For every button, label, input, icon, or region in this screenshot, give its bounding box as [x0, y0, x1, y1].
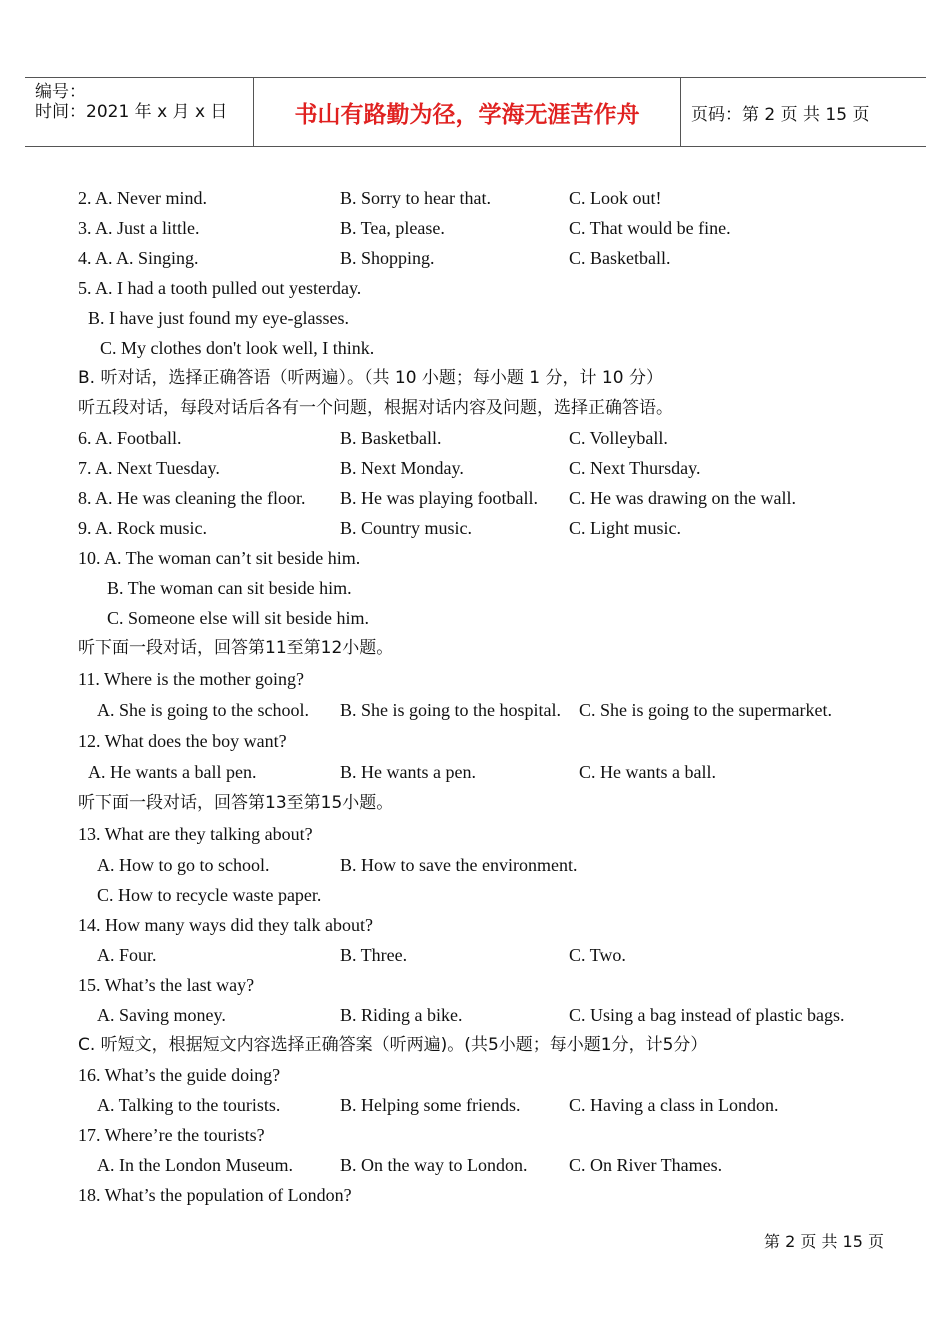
option-c: C. Basketball.: [569, 248, 671, 268]
question-line: [78, 213, 898, 243]
option-c: C. Having a class in London.: [569, 1095, 779, 1115]
question-line: [78, 453, 898, 483]
page-footer: 第 2 页 共 15 页: [764, 1232, 884, 1251]
option-c: C. Two.: [569, 945, 626, 965]
option-a: A. Talking to the tourists.: [97, 1095, 281, 1115]
question-line: [78, 483, 898, 513]
option-c: C. He wants a ball.: [579, 762, 716, 782]
question-line: [78, 850, 898, 880]
option-a: A. In the London Museum.: [97, 1155, 293, 1175]
option-b: B. Riding a bike.: [340, 1005, 463, 1025]
question-text: 13. What are they talking about?: [78, 824, 313, 844]
question-line: [78, 1000, 898, 1030]
option-b: B. Helping some friends.: [340, 1095, 521, 1115]
question-text: 14. How many ways did they talk about?: [78, 915, 373, 935]
option-c: C. Volleyball.: [569, 428, 668, 448]
option-a: 4. A. A. Singing.: [78, 248, 199, 268]
option-a: A. She is going to the school.: [97, 700, 309, 720]
instruction-line: [78, 633, 898, 664]
option-a: A. Saving money.: [97, 1005, 226, 1025]
option-line: [78, 303, 898, 333]
section-heading: [78, 363, 898, 393]
question-line: [78, 183, 898, 213]
question-text: 18. What’s the population of London?: [78, 1185, 352, 1205]
option-b: B. Shopping.: [340, 248, 435, 268]
section-b-title: B. 听对话，选择正确答语（听两遍）。（共 10 小题；每小题 1 分，计 10 分）: [78, 368, 663, 388]
instruction-line: [78, 393, 898, 423]
option-c: C. How to recycle waste paper.: [97, 885, 322, 905]
option-line: [78, 603, 898, 633]
question-line: [78, 757, 898, 788]
instruction-text: 听下面一段对话，回答第11至第12小题。: [78, 638, 394, 658]
option-line: [78, 880, 898, 910]
question-line: [78, 910, 898, 940]
question-text: 11. Where is the mother going?: [78, 669, 304, 689]
question-line: [78, 1150, 898, 1180]
question-line: [78, 664, 898, 695]
option-b: B. I have just found my eye-glasses.: [88, 308, 349, 328]
option-a: A. How to go to school.: [97, 855, 270, 875]
option-a: A. He wants a ball pen.: [88, 762, 257, 782]
option-a: 8. A. He was cleaning the floor.: [78, 488, 306, 508]
option-b: B. He was playing football.: [340, 488, 538, 508]
question-text: 12. What does the boy want?: [78, 731, 287, 751]
option-c: C. Look out!: [569, 188, 662, 208]
time-label: 时间：2021 年 x 月 x 日: [35, 102, 228, 122]
option-c: C. On River Thames.: [569, 1155, 723, 1175]
section-c-title: C. 听短文，根据短文内容选择正确答案（听两遍)。(共5小题；每小题1分，计5分）: [78, 1035, 708, 1055]
question-text: 5. A. I had a tooth pulled out yesterday.: [78, 278, 362, 298]
option-line: [78, 333, 898, 363]
option-b: B. On the way to London.: [340, 1155, 528, 1175]
header-meta: [25, 78, 254, 146]
option-c: C. He was drawing on the wall.: [569, 488, 796, 508]
option-b: B. Country music.: [340, 518, 473, 538]
option-a: 9. A. Rock music.: [78, 518, 207, 538]
question-text: 16. What’s the guide doing?: [78, 1065, 281, 1085]
question-line: [78, 243, 898, 273]
section-heading: [78, 1030, 898, 1060]
question-line: [78, 1060, 898, 1090]
question-line: [78, 819, 898, 850]
option-c: C. Light music.: [569, 518, 681, 538]
question-text: 17. Where’re the tourists?: [78, 1125, 265, 1145]
option-c: C. Someone else will sit beside him.: [107, 608, 369, 628]
option-b: B. The woman can sit beside him.: [107, 578, 352, 598]
instruction-text: 听五段对话，每段对话后各有一个问题，根据对话内容及问题，选择正确答语。: [78, 398, 673, 418]
question-line: [78, 1120, 898, 1150]
option-a: 3. A. Just a little.: [78, 218, 200, 238]
option-line: [78, 573, 898, 603]
question-text: 15. What’s the last way?: [78, 975, 255, 995]
option-b: B. Basketball.: [340, 428, 442, 448]
question-line: [78, 726, 898, 757]
question-line: [78, 695, 898, 726]
option-a: A. Four.: [97, 945, 157, 965]
option-a: 2. A. Never mind.: [78, 188, 207, 208]
question-line: [78, 543, 898, 573]
option-b: B. Next Monday.: [340, 458, 464, 478]
question-line: [78, 513, 898, 543]
number-label: 编号：: [35, 82, 86, 102]
option-a: 7. A. Next Tuesday.: [78, 458, 220, 478]
question-line: [78, 273, 898, 303]
option-c: C. That would be fine.: [569, 218, 731, 238]
page-header: [25, 77, 926, 147]
header-page-info: 页码：第 2 页 共 15 页: [691, 104, 870, 125]
header-motto: 书山有路勤为径，学海无涯苦作舟: [254, 78, 681, 146]
option-b: B. Tea, please.: [340, 218, 445, 238]
question-content: [78, 183, 898, 1210]
option-a: 6. A. Football.: [78, 428, 182, 448]
question-text: 10. A. The woman can’t sit beside him.: [78, 548, 361, 568]
option-c: C. She is going to the supermarket.: [579, 700, 832, 720]
instruction-text: 听下面一段对话，回答第13至第15小题。: [78, 793, 394, 813]
question-line: [78, 1180, 898, 1210]
option-b: B. How to save the environment.: [340, 855, 578, 875]
question-line: [78, 970, 898, 1000]
option-b: B. She is going to the hospital.: [340, 700, 562, 720]
option-b: B. Sorry to hear that.: [340, 188, 491, 208]
question-line: [78, 423, 898, 453]
option-b: B. Three.: [340, 945, 408, 965]
option-c: C. Next Thursday.: [569, 458, 701, 478]
option-c: C. Using a bag instead of plastic bags.: [569, 1005, 845, 1025]
question-line: [78, 940, 898, 970]
option-c: C. My clothes don't look well, I think.: [100, 338, 375, 358]
instruction-line: [78, 788, 898, 819]
option-b: B. He wants a pen.: [340, 762, 476, 782]
question-line: [78, 1090, 898, 1120]
